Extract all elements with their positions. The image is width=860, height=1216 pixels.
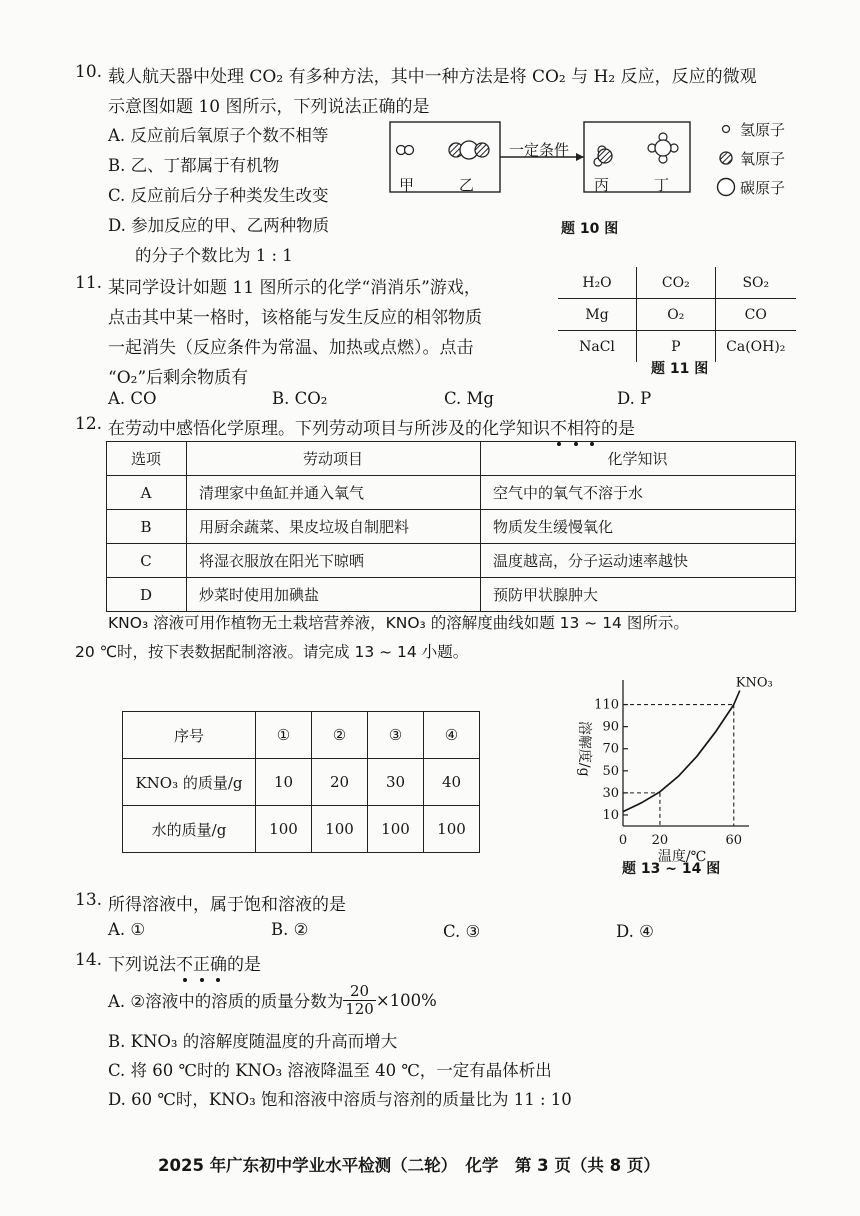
q10-label-yi: 乙 — [459, 176, 475, 194]
q11-option-a: A. CO — [108, 389, 157, 408]
kno3-solubility-chart — [560, 668, 780, 864]
table-cell: C — [107, 544, 187, 578]
legend-oxygen-symbol — [720, 152, 732, 164]
grid-cell: O₂ — [637, 299, 716, 331]
q11-option-d: D. P — [617, 389, 652, 408]
table-cell: 100 — [424, 806, 480, 853]
q13-option-a: A. ① — [108, 920, 146, 939]
table-header: ③ — [368, 712, 424, 759]
x-tick-label: 0 — [618, 833, 628, 848]
table-cell: 10 — [256, 759, 312, 806]
q10-option-c: C. 反应前后分子种类发生改变 — [108, 186, 329, 205]
grid-cell: P — [637, 331, 716, 363]
q10-option-a: A. 反应前后氧原子个数不相等 — [108, 126, 329, 145]
series-line-tail — [734, 691, 740, 705]
q10-label-bing: 丙 — [594, 176, 610, 194]
q14-option-a-suffix: ×100% — [375, 990, 437, 1010]
q10-label-ding: 丁 — [654, 176, 670, 194]
x-axis-label: 温度/℃ — [657, 849, 707, 864]
q10-stem-line2: 示意图如题 10 图所示，下列说法正确的是 — [108, 97, 430, 117]
q10-number: 10. — [75, 62, 103, 82]
y-tick-label: 70 — [602, 741, 619, 757]
q10-option-b: B. 乙、丁都属于有机物 — [108, 156, 280, 175]
x-tick-label: 60 — [725, 833, 743, 848]
fraction — [343, 983, 376, 1017]
table-cell: 将湿衣服放在阳光下晾晒 — [187, 544, 481, 578]
q13-14-intro-line2: 20 ℃时，按下表数据配制溶液。请完成 13 ~ 14 小题。 — [75, 643, 469, 661]
fraction-numerator: 20 — [343, 983, 376, 1001]
legend-carbon-symbol — [718, 179, 735, 196]
q11-stem-line1: 某同学设计如题 11 图所示的化学“消消乐”游戏， — [108, 278, 481, 298]
q14-option-a-text: A. ②溶液中的溶质的质量分数为 — [108, 992, 344, 1011]
q10-option-d-continued: 的分子个数比为 1 : 1 — [135, 246, 293, 265]
table-header: 化学知识 — [481, 442, 796, 476]
q11-figure-caption: 题 11 图 — [651, 361, 709, 377]
q13-option-d: D. ④ — [616, 922, 654, 941]
table-cell: 100 — [368, 806, 424, 853]
page-footer: 2025 年广东初中学业水平检测（二轮） 化学 第 3 页（共 8 页） — [158, 1156, 660, 1175]
y-tick-label: 90 — [602, 719, 619, 735]
q12-table — [106, 441, 796, 612]
grid-cell: CO₂ — [637, 267, 716, 299]
series-label: KNO₃ — [735, 675, 773, 691]
table-cell: 100 — [256, 806, 312, 853]
q10-condition-label: 一定条件 — [509, 141, 570, 159]
q14-option-c: C. 将 60 ℃时的 KNO₃ 溶液降温至 40 ℃，一定有晶体析出 — [108, 1061, 552, 1080]
table-cell: 100 — [312, 806, 368, 853]
table-header: ④ — [424, 712, 480, 759]
grid-cell: Ca(OH)₂ — [715, 331, 796, 363]
q12-emphasis-text: 不相符 — [550, 419, 601, 439]
h2-molecule — [397, 146, 414, 155]
grid-cell: Mg — [558, 299, 637, 331]
ch4-molecule — [648, 133, 678, 163]
q14-option-a — [108, 978, 437, 1022]
table-cell: D — [107, 578, 187, 612]
grid-cell: H₂O — [558, 267, 637, 299]
table-cell: 物质发生缓慢氧化 — [481, 510, 796, 544]
q14-number: 14. — [75, 950, 103, 970]
q14-emphasis — [176, 955, 227, 975]
table-row — [107, 578, 796, 612]
legend-oxygen-label: 氧原子 — [740, 150, 786, 168]
q13-option-c: C. ③ — [443, 922, 481, 941]
table-cell: 炒菜时使用加碘盐 — [187, 578, 481, 612]
q14-stem — [108, 950, 261, 975]
y-tick-label: 10 — [602, 807, 619, 823]
q13-14-intro-line1: KNO₃ 溶液可用作植物无土栽培营养液，KNO₃ 的溶解度曲线如题 13 ~ 14 图所示。 — [108, 614, 689, 632]
q12-stem-end: 的是 — [601, 419, 635, 439]
q10-figure-caption: 题 10 图 — [561, 221, 619, 237]
q10-label-jia: 甲 — [399, 176, 415, 194]
q12-number: 12. — [75, 414, 103, 434]
q11-number: 11. — [75, 273, 103, 293]
table-cell: 预防甲状腺肿大 — [481, 578, 796, 612]
q14-stem-end: 的是 — [227, 955, 261, 975]
legend-carbon-label: 碳原子 — [740, 179, 786, 197]
y-tick-label: 110 — [594, 697, 619, 713]
q12-stem-text: 在劳动中感悟化学原理。下列劳动项目与所涉及的化学知识 — [108, 419, 550, 439]
table-cell: 40 — [424, 759, 480, 806]
table-cell: 水的质量/g — [123, 806, 256, 853]
q10-stem-line1: 载人航天器中处理 CO₂ 有多种方法，其中一种方法是将 CO₂ 与 H₂ 反应，反应的微观 — [108, 67, 757, 87]
table-cell: 用厨余蔬菜、果皮垃圾自制肥料 — [187, 510, 481, 544]
table-row — [107, 510, 796, 544]
q14-emphasis-text: 不正确 — [176, 955, 227, 975]
q12-emphasis — [550, 419, 601, 439]
q11-option-b: B. CO₂ — [272, 389, 328, 408]
series-line-kno3 — [623, 705, 734, 812]
q11-stem-line4: “O₂”后剩余物质有 — [108, 368, 249, 388]
q13-number: 13. — [75, 890, 103, 910]
grid-cell: SO₂ — [715, 267, 796, 299]
table-cell: 30 — [368, 759, 424, 806]
q11-stem-line3: 一起消失（反应条件为常温、加热或点燃）。点击 — [108, 338, 474, 358]
q12-stem — [108, 414, 635, 439]
table-cell: 空气中的氧气不溶于水 — [481, 476, 796, 510]
table-cell: B — [107, 510, 187, 544]
table-header: 序号 — [123, 712, 256, 759]
q14-option-d: D. 60 ℃时，KNO₃ 饱和溶液中溶质与溶剂的质量比为 11 : 10 — [108, 1090, 572, 1109]
y-tick-label: 30 — [602, 785, 619, 801]
co2-molecule — [449, 141, 489, 159]
table-row — [123, 759, 480, 806]
table-header: 劳动项目 — [187, 442, 481, 476]
table-header: ② — [312, 712, 368, 759]
y-tick-label: 50 — [602, 763, 619, 779]
grid-cell: CO — [715, 299, 796, 331]
kno3-solution-table — [122, 711, 480, 853]
x-tick-label: 20 — [651, 833, 669, 848]
q11-game-grid — [558, 267, 796, 362]
q13-option-b: B. ② — [271, 920, 309, 939]
grid-cell: NaCl — [579, 338, 615, 355]
fraction-denominator: 120 — [345, 999, 374, 1018]
table-cell: A — [107, 476, 187, 510]
table-header: 选项 — [107, 442, 187, 476]
table-cell: KNO₃ 的质量/g — [123, 759, 256, 806]
table-cell: 清理家中鱼缸并通入氧气 — [187, 476, 481, 510]
table-cell: 20 — [312, 759, 368, 806]
q11-option-c: C. Mg — [444, 389, 494, 408]
chart-caption: 题 13 ~ 14 图 — [622, 861, 721, 877]
table-header: ① — [256, 712, 312, 759]
table-row — [107, 476, 796, 510]
legend-hydrogen-symbol — [723, 126, 730, 133]
q13-stem: 所得溶液中，属于饱和溶液的是 — [108, 895, 346, 915]
h2o-molecule — [594, 146, 612, 166]
q14-option-b: B. KNO₃ 的溶解度随温度的升高而增大 — [108, 1032, 398, 1051]
table-cell: 温度越高，分子运动速率越快 — [481, 544, 796, 578]
legend-hydrogen-label: 氢原子 — [740, 121, 786, 139]
q11-stem-line2: 点击其中某一格时，该格能与发生反应的相邻物质 — [108, 308, 482, 328]
table-row — [123, 806, 480, 853]
q10-option-d: D. 参加反应的甲、乙两种物质 — [108, 216, 330, 235]
table-row — [107, 544, 796, 578]
y-axis-label: 溶解度/g — [576, 720, 592, 777]
q14-stem-text: 下列说法 — [108, 955, 176, 975]
